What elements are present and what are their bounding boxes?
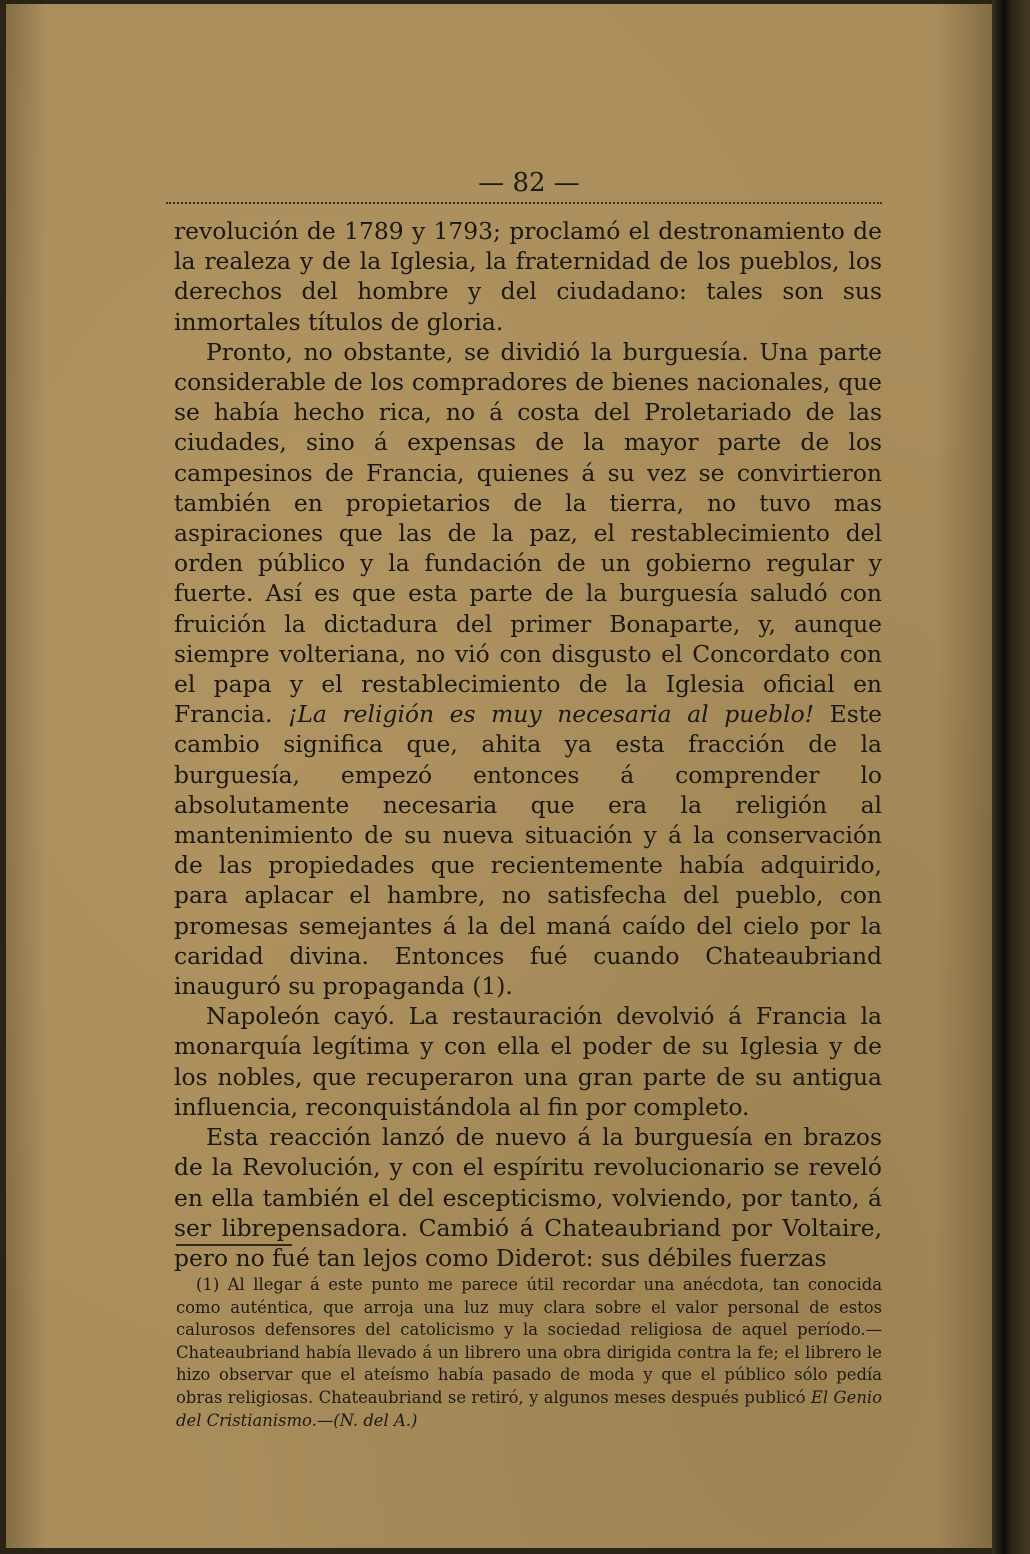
book-page <box>6 4 992 1548</box>
footnote-paragraph <box>176 1274 882 1432</box>
paragraph-3 <box>174 1001 882 1122</box>
page-number: — 82 — <box>478 168 580 198</box>
paragraph-1 <box>174 216 882 337</box>
paragraph-text: revolución de 1789 y 1793; proclamó el destronamiento de la realeza y de la Iglesia, la fraternidad de los pueblos, los derechos del hombre y del ciudadano: tales son sus inmortales títulos de gloria. <box>174 217 882 336</box>
footnote-italic-title: El Genio del Cristianismo.—(N. del A.) <box>176 1387 882 1430</box>
header-dotted-rule <box>166 202 882 204</box>
footnote-text: (1) Al llegar á este punto me parece útil recordar una anécdota, tan conocida como auténtica, que arroja una luz muy clara sobre el valor personal de estos calurosos defensores del catolicismo y la sociedad religiosa de aquel período.—Chateaubriand había llevado á un librero una obra dirigida contra la fe; el librero le hizo observar que el ateísmo había pasado de moda y que el público sólo pedía obras religiosas. Chateaubriand se retiró, y algunos meses después publicó <box>176 1275 882 1407</box>
footnote-rule <box>176 1244 292 1246</box>
italic-quote: ¡La religión es muy necesaria al pueblo! <box>288 700 815 729</box>
paragraph-text: Este cambio significa que, ahita ya esta fracción de la burguesía, empezó entonces á comprender lo absolutamente necesaria que era la religión al mantenimiento de su nueva situación y á la conservación de las propiedades que recientemente había adquirido, para aplacar el hambre, no satisfecha del pueblo, con promesas semejantes á la del maná caído del cielo por la caridad divina. Entonces fué cuando Chateaubriand inauguró su propaganda (1). <box>174 700 882 1001</box>
footnote <box>176 1274 882 1432</box>
paragraph-2 <box>174 337 882 1001</box>
paragraph-text: Pronto, no obstante, se dividió la burguesía. Una parte considerable de los compradores de bienes nacionales, que se había hecho rica, no á costa del Proletariado de las ciudades, sino á expensas de la mayor parte de los campesinos de Francia, quienes á su vez se convirtieron también en propietarios de la tierra, no tuvo mas aspiraciones que las de la paz, el restablecimiento del orden público y la fundación de un gobierno regular y fuerte. Así es que esta parte de la burguesía saludó con fruición la dictadura del primer Bonaparte, y, aunque siempre volteriana, no vió con disgusto el Concordato con el papa y el restablecimiento de la Iglesia oficial en Francia. <box>174 337 882 729</box>
paragraph-4 <box>174 1122 882 1273</box>
main-text <box>174 216 882 1273</box>
paragraph-text: Esta reacción lanzó de nuevo á la burguesía en brazos de la Revolución, y con el espíritu revolucionario se reveló en ella también el del escepticismo, volviendo, por tanto, á ser librepensadora. Cambió á Chateaubriand por Voltaire, pero no fué tan lejos como Diderot: sus débiles fuerzas <box>174 1123 882 1272</box>
paragraph-text: Napoleón cayó. La restauración devolvió á Francia la monarquía legítima y con ella el poder de su Iglesia y de los nobles, que recuperaron una gran parte de su antigua influencia, reconquistándola al fin por completo. <box>174 1002 882 1121</box>
book-spine-edge <box>992 0 1030 1554</box>
